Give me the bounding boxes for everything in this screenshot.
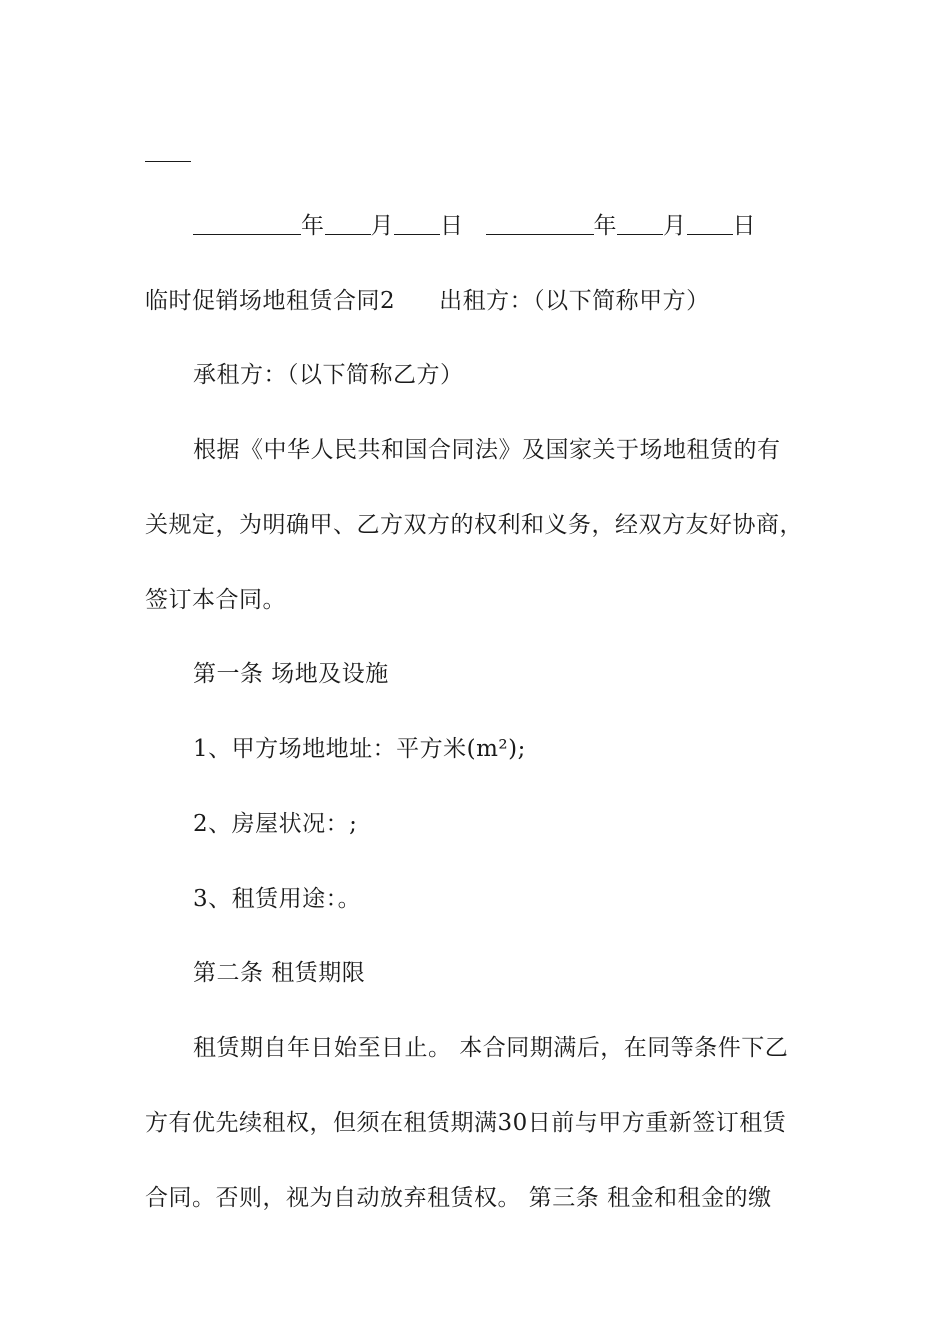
day-blank-1: [394, 212, 440, 235]
month-blank-1: [325, 212, 371, 235]
article-1-title: 第一条 场地及设施: [193, 661, 389, 687]
date-line: [193, 211, 756, 241]
year-blank-2: [486, 212, 594, 235]
lessee-label: 承租方：（以下简称乙方）: [193, 362, 464, 388]
article-2-line-1: 租赁期自年日始至日止。 本合同期满后，在同等条件下乙: [193, 1035, 789, 1061]
intro-line-3: 签订本合同。: [145, 587, 286, 613]
year-label-1: 年: [301, 213, 325, 239]
intro-line-1: 根据《中华人民共和国合同法》及国家关于场地租赁的有: [193, 437, 781, 463]
article-2-title: 第二条 租赁期限: [193, 960, 366, 986]
year-blank-1: [193, 212, 301, 235]
contract-title: 临时促销场地租赁合同2: [145, 288, 396, 314]
article-2-line-2: 方有优先续租权，但须在租赁期满30日前与甲方重新签订租赁: [145, 1110, 787, 1136]
signature-dash-line: [145, 161, 191, 162]
day-label-1: 日: [440, 213, 464, 239]
article-1-item-1: 1、甲方场地地址：平方米(m²);: [193, 736, 526, 762]
year-label-2: 年: [593, 213, 617, 239]
month-blank-2: [617, 212, 663, 235]
day-label-2: 日: [732, 213, 756, 239]
month-label-2: 月: [663, 213, 687, 239]
lessor-label: 出租方：（以下简称甲方）: [439, 288, 710, 314]
article-1-item-3: 3、租赁用途：。: [193, 886, 362, 912]
article-2-line-3: 合同。否则，视为自动放弃租赁权。 第三条 租金和租金的缴: [145, 1185, 772, 1211]
title-line: [145, 286, 710, 316]
article-1-item-2: 2、房屋状况：;: [193, 811, 358, 837]
day-blank-2: [687, 212, 733, 235]
month-label-1: 月: [370, 213, 394, 239]
intro-line-2: 关规定，为明确甲、乙方双方的权利和义务，经双方友好协商，: [145, 512, 803, 538]
